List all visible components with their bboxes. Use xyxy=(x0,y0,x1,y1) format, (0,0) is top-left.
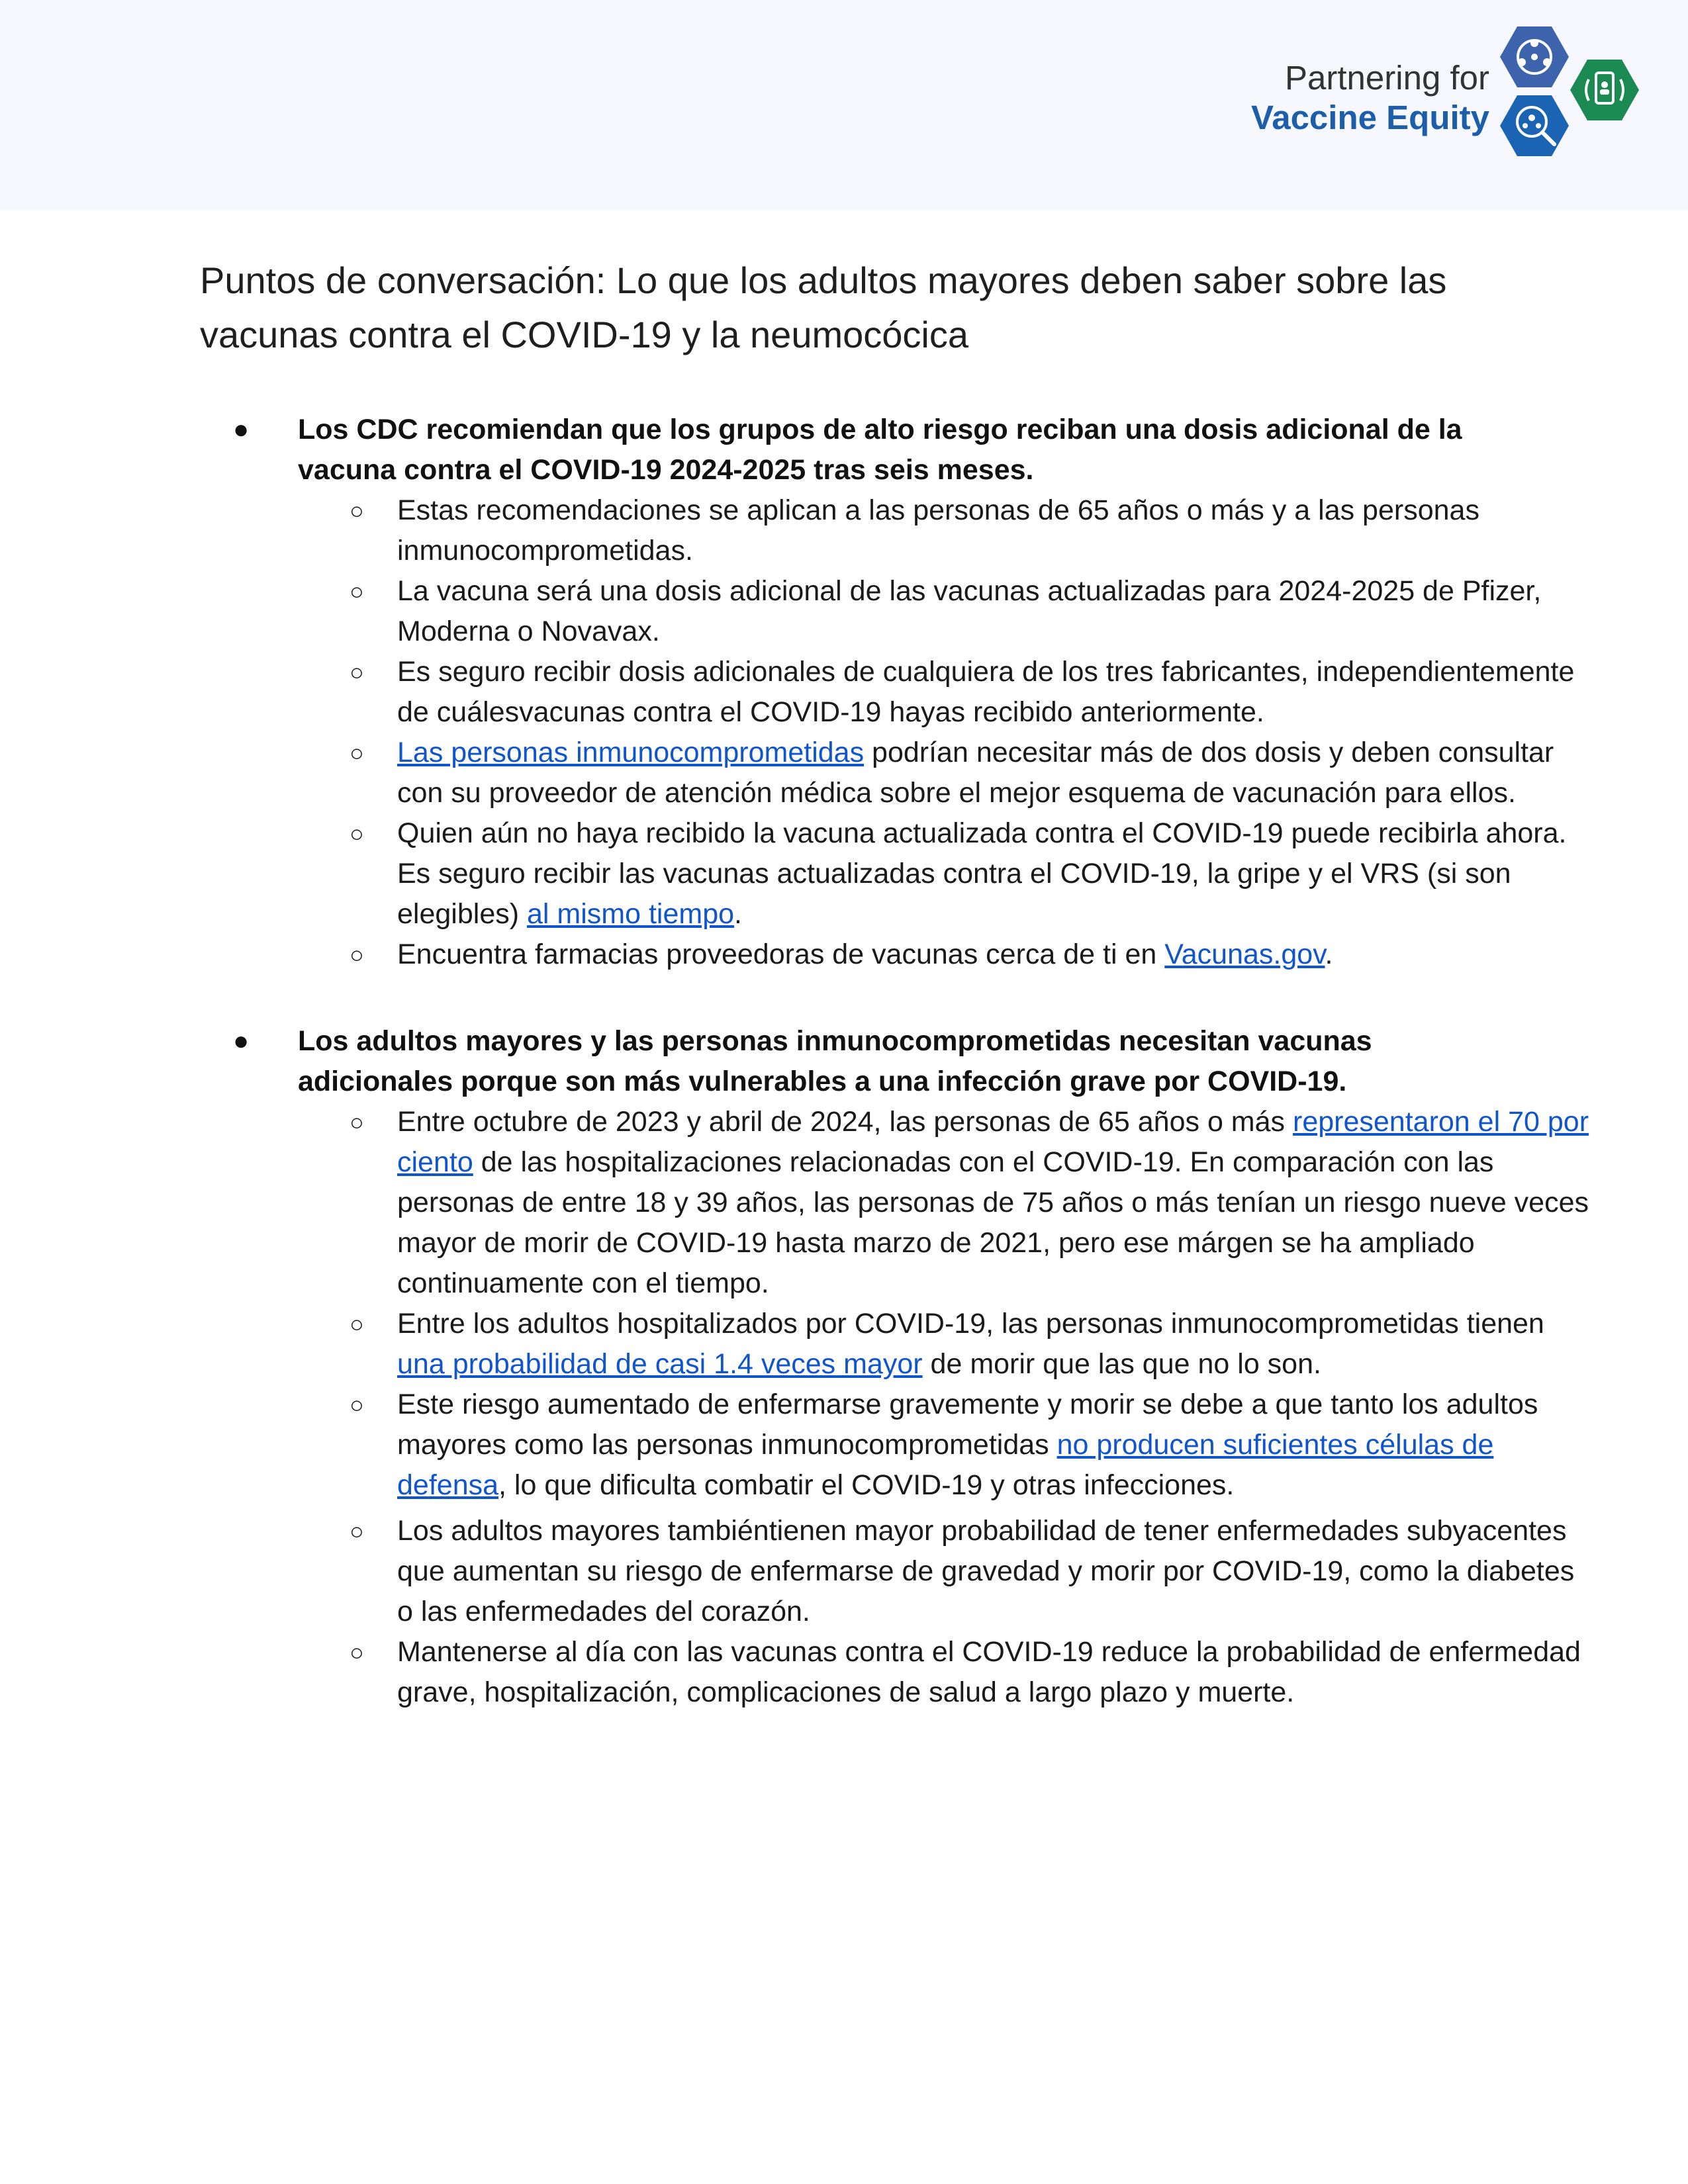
item-text: Entre los adultos hospitalizados por COVID-19, las personas inmunocomprometidas tienen xyxy=(397,1308,1544,1340)
sub-bullet: ○ xyxy=(350,1109,364,1136)
brand-line-2: Vaccine Equity xyxy=(1251,99,1489,136)
item-text-end: . xyxy=(734,898,742,930)
list-item xyxy=(298,1511,1595,1632)
document-body xyxy=(200,253,1589,1759)
mobile-phone-icon xyxy=(1570,60,1639,120)
link-vacunas-gov[interactable]: Vacunas.gov xyxy=(1164,938,1325,970)
link-immunocompromised[interactable]: Las personas inmunocomprometidas xyxy=(397,737,865,768)
list-item xyxy=(298,1632,1595,1713)
sub-bullet: ○ xyxy=(350,1639,364,1666)
header-band xyxy=(0,0,1688,210)
people-network-icon xyxy=(1500,26,1569,87)
item-text: Quien aún no haya recibido la vacuna actualizada contra el COVID-19 puede recibirla ahora. Es seguro recibir las vacunas actualizadas contra el COVID-19, la gripe y el VRS (si son elegibles) xyxy=(397,817,1567,930)
section-heading: Los adultos mayores y las personas inmunocomprometidas necesitan vacunas adicionales porque son más vulnerables a una infección grave por COVID-19. xyxy=(298,1025,1372,1097)
page-title: Puntos de conversación: Lo que los adultos mayores deben saber sobre las vacunas contra el COVID-19 y la neumocócica xyxy=(200,259,1447,355)
item-text: Los adultos mayores tambiéntienen mayor probabilidad de tener enfermedades subyacentes que aumentan su riesgo de enfermarse de gravedad y morir por COVID-19, como la diabetes o las enfermedades del corazón. xyxy=(397,1515,1575,1627)
sub-bullet: ○ xyxy=(350,497,364,524)
brand-line-1: Partnering for xyxy=(1285,59,1489,97)
link-1-4-times[interactable]: una probabilidad de casi 1.4 veces mayor xyxy=(397,1348,923,1380)
list-item xyxy=(298,571,1595,652)
sub-bullet: ○ xyxy=(350,1518,364,1545)
item-text: Estas recomendaciones se aplican a las personas de 65 años o más y a las personas inmunocomprometidas. xyxy=(397,494,1479,567)
section-booster-recommendation xyxy=(200,410,1575,975)
list-item xyxy=(298,1102,1595,1304)
sub-bullet: ○ xyxy=(350,1391,364,1418)
sub-list xyxy=(298,490,1575,975)
list-item xyxy=(298,813,1595,934)
list-item xyxy=(298,1385,1595,1506)
list-item xyxy=(298,490,1595,571)
item-text: Entre octubre de 2023 y abril de 2024, las personas de 65 años o más xyxy=(397,1106,1293,1138)
sub-bullet: ○ xyxy=(350,820,364,847)
item-text-end: , lo que dificulta combatir el COVID-19 y otras infecciones. xyxy=(498,1469,1235,1501)
brand-wordmark xyxy=(1251,58,1489,138)
link-70-percent[interactable]: representaron el 70 por ciento xyxy=(397,1106,1589,1178)
item-text-end: de las hospitalizaciones relacionadas con el COVID-19. En comparación con las personas de entre 18 y 39 años, las personas de 75 años o más tenían un riesgo nueve veces mayor de morir de COVID-19 hasta marzo de 2021, pero ese márgen se ha ampliado continuamente con el tiempo. xyxy=(397,1146,1589,1299)
list-item xyxy=(298,652,1595,733)
link-same-time[interactable]: al mismo tiempo xyxy=(527,898,735,930)
item-text: Mantenerse al día con las vacunas contra el COVID-19 reduce la probabilidad de enfermedad grave, hospitalización, complicaciones de salud a largo plazo y muerte. xyxy=(397,1636,1581,1708)
list-item xyxy=(298,934,1595,975)
item-text-end: . xyxy=(1325,938,1333,970)
section-vulnerable-groups xyxy=(200,1021,1589,1713)
bullet: ● xyxy=(233,1026,250,1056)
community-search-icon xyxy=(1500,95,1569,156)
bullet: ● xyxy=(233,415,250,444)
sub-bullet: ○ xyxy=(350,659,364,686)
item-text-end: de morir que las que no lo son. xyxy=(922,1348,1321,1380)
item-text: Es seguro recibir dosis adicionales de cualquiera de los tres fabricantes, independientemente de cuálesvacunas contra el COVID-19 hayas recibido anteriormente. xyxy=(397,656,1575,728)
brand-logo xyxy=(1497,21,1663,180)
item-text: Encuentra farmacias proveedoras de vacunas cerca de ti en xyxy=(397,938,1165,970)
sub-bullet: ○ xyxy=(350,941,364,968)
sub-bullet: ○ xyxy=(350,1310,364,1338)
sub-list xyxy=(298,1102,1589,1713)
sub-bullet: ○ xyxy=(350,739,364,766)
item-text: La vacuna será una dosis adicional de las vacunas actualizadas para 2024-2025 de Pfizer, Moderna o Novavax. xyxy=(397,575,1542,647)
list-item xyxy=(298,1304,1595,1385)
section-heading: Los CDC recomiendan que los grupos de alto riesgo reciban una dosis adicional de la vacuna contra el COVID-19 2024-2025 tras seis meses. xyxy=(298,414,1462,486)
item-text: Este riesgo aumentado de enfermarse gravemente y morir se debe a que tanto los adultos mayores como las personas inmunocomprometidas xyxy=(397,1388,1538,1461)
list-item xyxy=(298,733,1595,813)
item-text: podrían necesitar más de dos dosis y deben consultar con su proveedor de atención médica sobre el mejor esquema de vacunación para ellos. xyxy=(397,737,1554,809)
link-defense-cells[interactable]: no producen suficientes células de defensa xyxy=(397,1429,1494,1501)
sub-bullet: ○ xyxy=(350,578,364,605)
